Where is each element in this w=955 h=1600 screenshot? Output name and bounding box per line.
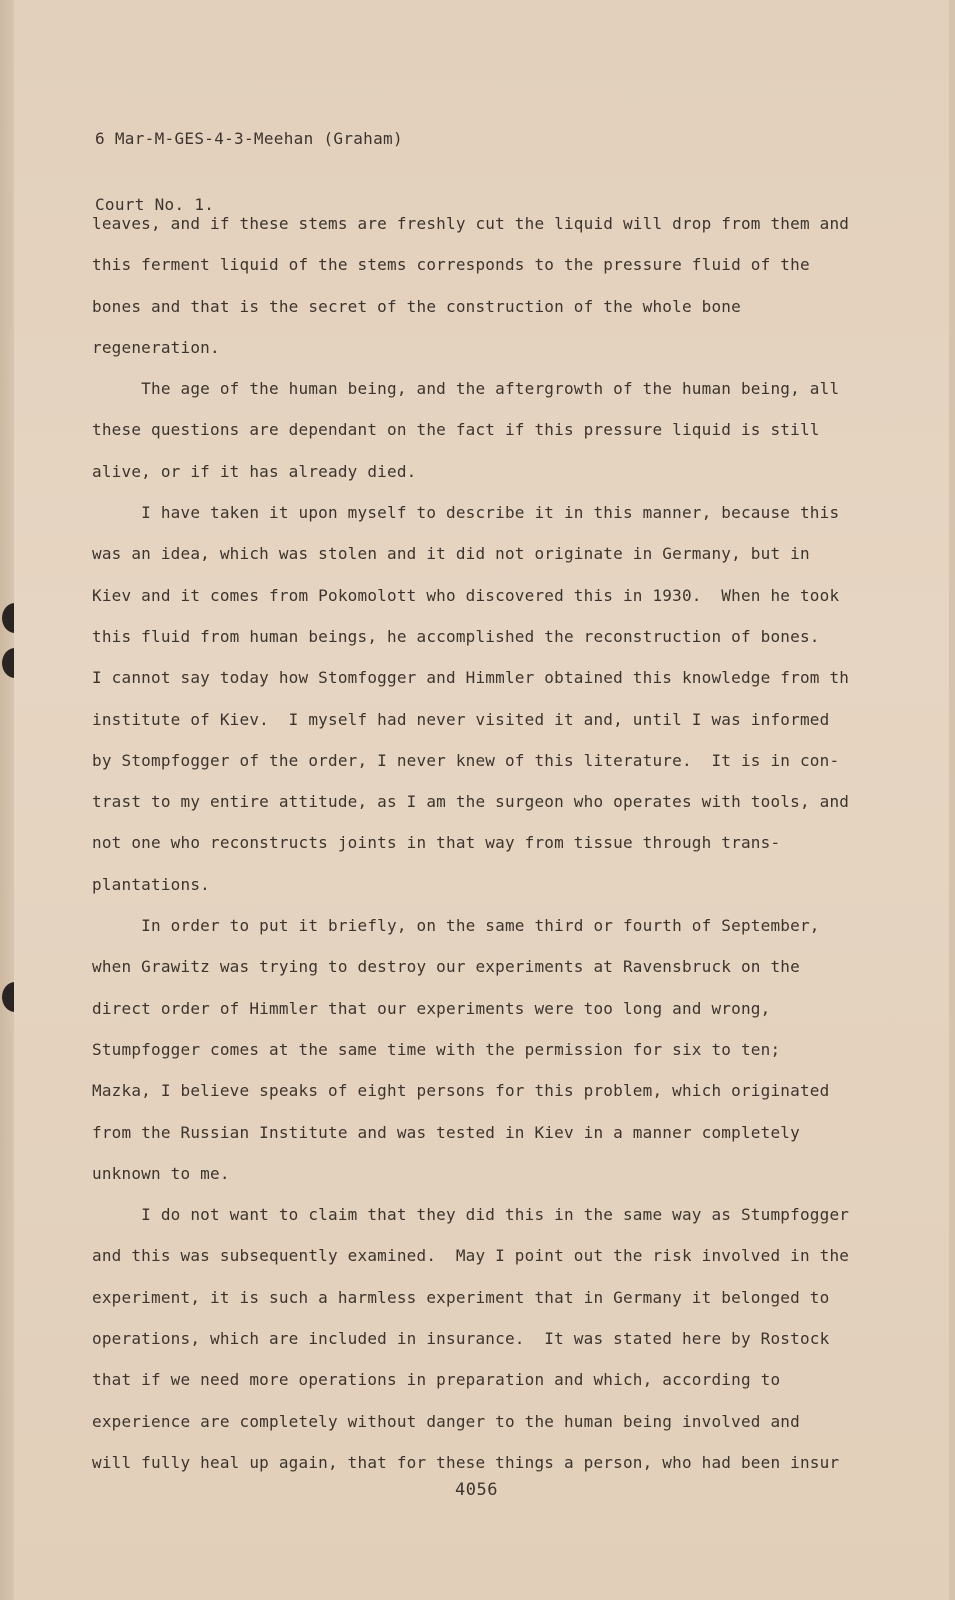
transcript-line: and this was subsequently examined. May I point out the risk involved in the (92, 1246, 850, 1266)
transcript-line: leaves, and if these stems are freshly cut the liquid will drop from them and (92, 214, 850, 233)
header-court: Court No. 1. (95, 195, 215, 214)
header-reference: 6 Mar-M-GES-4-3-Meehan (Graham) (95, 129, 403, 148)
transcript-line: I have taken it upon myself to describe it in this manner, because this (92, 503, 840, 523)
transcript-line: I cannot say today how Stomfogger and Himmler obtained this knowledge from th (92, 668, 850, 688)
transcript-body (92, 203, 912, 1483)
transcript-line: not one who reconstructs joints in that way from tissue through trans- (92, 833, 781, 853)
transcript-line: from the Russian Institute and was tested in Kiev in a manner completely (92, 1122, 800, 1142)
transcript-line: operations, which are included in insurance. It was stated here by Rostock (92, 1329, 830, 1349)
transcript-line: trast to my entire attitude, as I am the surgeon who operates with tools, and (92, 792, 850, 812)
transcript-line: In order to put it briefly, on the same third or fourth of September, (92, 916, 820, 936)
transcript-line: bones and that is the secret of the construction of the whole bone (92, 296, 741, 316)
transcript-line: regeneration. (92, 337, 220, 357)
transcript-line: I do not want to claim that they did this in the same way as Stumpfogger (92, 1205, 850, 1225)
page-binding-edge (0, 0, 15, 1600)
transcript-line: Mazka, I believe speaks of eight persons for this problem, which originated (92, 1081, 830, 1101)
transcript-line: experience are completely without danger to the human being involved and (92, 1411, 800, 1431)
transcript-line: The age of the human being, and the aftergrowth of the human being, all (92, 379, 840, 399)
transcript-line: this fluid from human beings, he accomplished the reconstruction of bones. (92, 626, 820, 646)
transcript-line: these questions are dependant on the fact if this pressure liquid is still (92, 420, 820, 440)
transcript-line: by Stompfogger of the order, I never knew of this literature. It is in con- (92, 750, 840, 770)
transcript-line: institute of Kiev. I myself had never visited it and, until I was informed (92, 709, 830, 729)
transcript-line: this ferment liquid of the stems corresponds to the pressure fluid of the (92, 255, 810, 275)
page-number: 4056 (455, 1480, 498, 1500)
transcript-line: alive, or if it has already died. (92, 461, 417, 481)
transcript-line: was an idea, which was stolen and it did not originate in Germany, but in (92, 544, 810, 564)
transcript-line: will fully heal up again, that for these things a person, who had been insur (92, 1452, 840, 1472)
transcript-line: plantations. (92, 874, 210, 894)
transcript-line: direct order of Himmler that our experiments were too long and wrong, (92, 998, 771, 1018)
transcript-line: experiment, it is such a harmless experiment that in Germany it belonged to (92, 1287, 830, 1307)
transcript-line: when Grawitz was trying to destroy our experiments at Ravensbruck on the (92, 957, 800, 977)
transcript-line: Kiev and it comes from Pokomolott who discovered this in 1930. When he took (92, 585, 840, 605)
transcript-line: that if we need more operations in preparation and which, according to (92, 1370, 781, 1390)
transcript-line: unknown to me. (92, 1163, 230, 1183)
transcript-line: Stumpfogger comes at the same time with the permission for six to ten; (92, 1039, 781, 1059)
